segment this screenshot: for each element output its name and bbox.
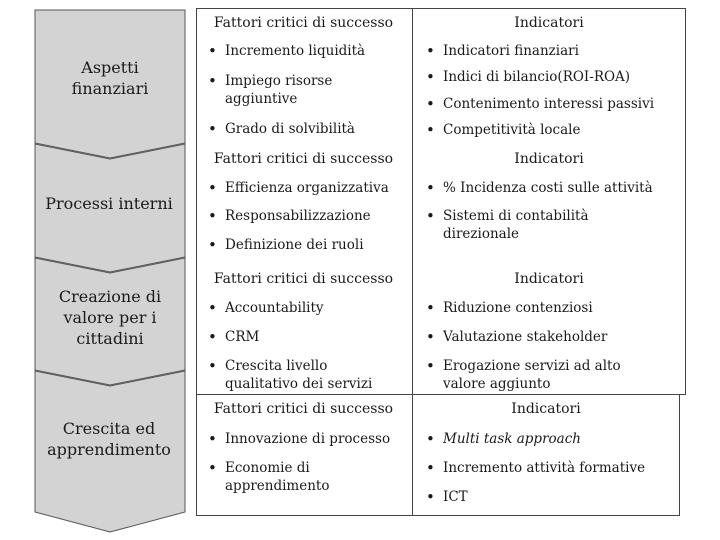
- section-4-factor: • Economie di apprendimento: [206, 459, 356, 495]
- section-4-indicator: • Incremento attività formative: [424, 459, 680, 477]
- section-1-factor: • Grado di solvibilità: [206, 120, 406, 138]
- section-3-indicator: • Erogazione servizi ad alto valore aggiunto: [424, 357, 649, 393]
- section-3-indicator: • Riduzione contenziosi: [424, 299, 680, 317]
- section-4-factor: • Innovazione di processo: [206, 430, 411, 448]
- section-2-factor: • Responsabilizzazione: [206, 207, 406, 225]
- section-3-indicator: • Valutazione stakeholder: [424, 328, 680, 346]
- category-label: Crescita ed apprendimento: [47, 419, 171, 459]
- section-1-indicator: • Contenimento interessi passivi: [424, 95, 680, 113]
- category-label: Aspetti finanziari: [71, 58, 149, 98]
- section-1-indicator: • Competitività locale: [424, 121, 674, 139]
- section-1-indicators-header: Indicatori: [514, 15, 584, 31]
- section-1-factors-header: Fattori critici di successo: [213, 15, 394, 31]
- section-2-factors-header: Fattori critici di successo: [213, 151, 394, 167]
- section-3-factor: • CRM: [206, 328, 406, 346]
- section-1-indicator: • Indicatori finanziari: [424, 42, 674, 60]
- section-1-indicator: • Indici di bilancio(ROI-ROA): [424, 68, 680, 86]
- column-divider: [412, 9, 413, 394]
- section-3-factor: • Accountability: [206, 299, 406, 317]
- section-2-indicator: • % Incidenza costi sulle attività: [424, 179, 680, 197]
- section-2-indicators-header: Indicatori: [514, 151, 584, 167]
- section-2-factor: • Definizione dei ruoli: [206, 236, 406, 254]
- section-1-factor: • Impiego risorse aggiuntive: [206, 72, 366, 108]
- section-4-factors-header: Fattori critici di successo: [213, 401, 394, 417]
- section-4-indicator: • ICT: [424, 488, 674, 506]
- section-2-factor: • Efficienza organizzativa: [206, 179, 411, 197]
- category-label: Creazione di valore per i cittadini: [58, 287, 162, 348]
- section-2-indicator: • Sistemi di contabilità direzionale: [424, 207, 614, 243]
- category-label: Processi interni: [45, 194, 173, 213]
- section-3-indicators-header: Indicatori: [514, 271, 584, 287]
- section-3-factors-header: Fattori critici di successo: [213, 271, 394, 287]
- section-4-indicator: • Multi task approach: [424, 430, 674, 448]
- section-3-factor: • Crescita livello qualitativo dei servizi: [206, 357, 396, 393]
- section-1-factor: • Incremento liquidità: [206, 42, 406, 60]
- section-4-indicators-header: Indicatori: [511, 401, 581, 417]
